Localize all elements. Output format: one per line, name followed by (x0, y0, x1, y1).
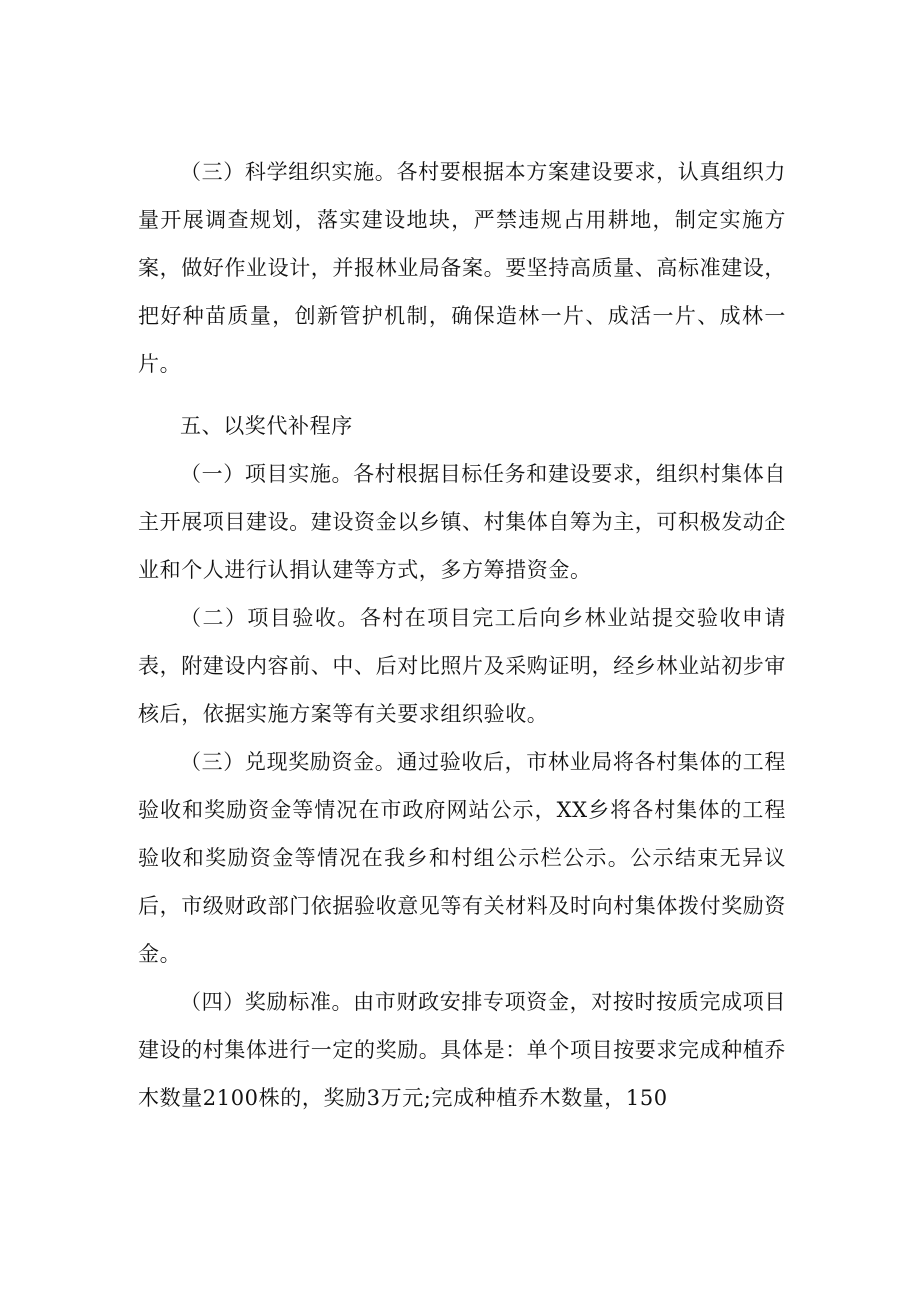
section-heading-reward-procedure: 五、以奖代补程序 (180, 414, 353, 438)
paragraph-reward-payment: （三）兑现奖励资金。通过验收后，市林业局将各村集体的工程验收和奖励资金等情况在市政府网站公示，XX乡将各村集体的工程验收和奖励资金等情况在我乡和村组公示栏公示。公示结束无异议后，市级财政部门依据验收意见等有关材料及时向村集体拨付奖励资金。 (138, 750, 786, 966)
paragraph-project-acceptance: （二）项目验收。各村在项目完工后向乡林业站提交验收申请表，附建设内容前、中、后对比照片及采购证明，经乡林业站初步审核后，依据实施方案等有关要求组织验收。 (138, 606, 786, 726)
paragraph-project-implementation: （一）项目实施。各村根据目标任务和建设要求，组织村集体自主开展项目建设。建设资金以乡镇、村集体自筹为主，可积极发动企业和个人进行认捐认建等方式，多方筹措资金。 (138, 462, 786, 582)
paragraph-organize-implementation: （三）科学组织实施。各村要根据本方案建设要求，认真组织力量开展调查规划，落实建设地块，严禁违规占用耕地，制定实施方案，做好作业设计，并报林业局备案。要坚持高质量、高标准建设，把好种苗质量，创新管护机制，确保造林一片、成活一片、成林一片。 (138, 160, 786, 376)
paragraph-reward-standard: （四）奖励标准。由市财政安排专项资金，对按时按质完成项目建设的村集体进行一定的奖励。具体是：单个项目按要求完成种植乔木数量2100株的，奖励3万元;完成种植乔木数量，150 (138, 990, 786, 1110)
